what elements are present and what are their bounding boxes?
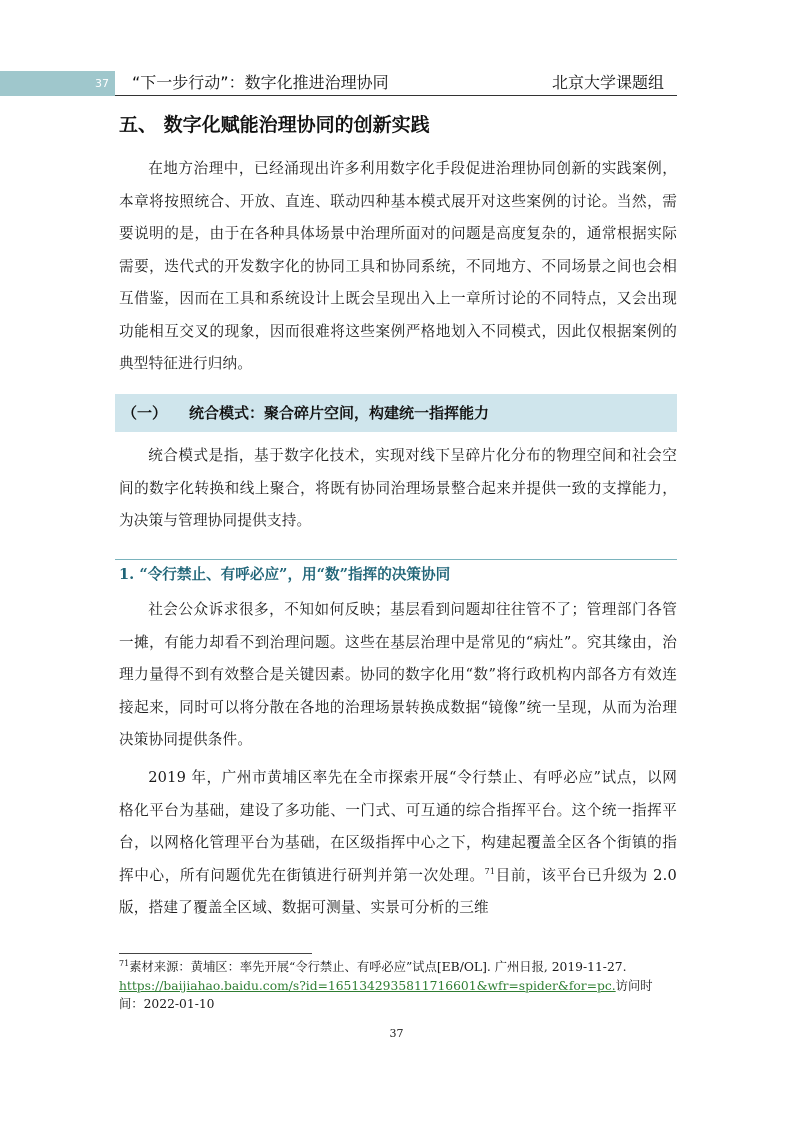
- chapter-intro-paragraph: 在地方治理中，已经涌现出许多利用数字化手段促进治理协同创新的实践案例，本章将按照统合、开放、直连、联动四种基本模式展开对这些案例的讨论。当然，需要说明的是，由于在各种具体场景中治理所面对的问题是高度复杂的，通常根据实际需要，迭代式的开发数字化的协同工具和协同系统，不同地方、不同场景之间也会相互借鉴，因而在工具和系统设计上既会呈现出入上一章所讨论的不同特点，又会出现功能相互交叉的现象，因而很难将这些案例严格地划入不同模式，因此仅根据案例的典型特征进行归纳。: [119, 160, 677, 372]
- footnote-divider: [119, 953, 312, 954]
- subsection-heading: [115, 394, 677, 432]
- footnote-mark: 71: [119, 958, 130, 968]
- footnote-reference[interactable]: 71: [484, 866, 496, 876]
- case-heading: 1. “令行禁止、有呼必应”，用“数”指挥的决策协同: [119, 566, 451, 583]
- page-number: 37: [389, 1027, 404, 1040]
- header-divider: [115, 95, 677, 96]
- footnote: [119, 958, 677, 1014]
- case-paragraph-2-text: 2019 年，广州市黄埔区率先在全市探索开展“令行禁止、有呼必应”试点，以网格化平台为基础，建设了多功能、一门式、可互通的综合指挥平台。这个统一指挥平台，以网格化管理平台为基础，在区级指挥中心之下，构建起覆盖全区各个街镇的指挥中心，所有问题优先在街镇进行研判并第一次处理。: [119, 769, 677, 884]
- footnote-source-text: 素材来源：黄埔区：率先开展“令行禁止、有呼必应”试点[EB/OL]. 广州日报, 2019-11-27.: [129, 960, 627, 974]
- header-organization: 北京大学课题组: [551, 73, 664, 92]
- subsection-number: （一）: [122, 404, 168, 422]
- case-paragraph-1: 社会公众诉求很多，不知如何反映；基层看到问题却往往管不了；管理部门各管一摊，有能力却看不到治理问题。这些在基层治理中是常见的“病灶”。究其缘由，治理力量得不到有效整合是关键因素。协同的数字化用“数”将行政机构内部各方有效连接起来，同时可以将分散在各地的治理场景转换成数据“镜像”统一呈现，从而为治理决策协同提供条件。: [119, 601, 677, 748]
- case-heading-divider: [115, 559, 677, 560]
- case-paragraph-2-tail: 目前，该平台已升级为 2.0 版，搭建了覆盖全区域、数据可测量、实景可分析的三维: [119, 866, 677, 916]
- footnote-access-date: 访问时间：2022-01-10: [119, 978, 653, 1011]
- header-page-badge: 37: [0, 71, 115, 96]
- subsection-body-paragraph: 统合模式是指，基于数字化技术，实现对线下呈碎片化分布的物理空间和社会空间的数字化转换和线上聚合，将既有协同治理场景整合起来并提供一致的支撑能力，为决策与管理协同提供支持。: [119, 447, 677, 529]
- header-report-title: “下一步行动”：数字化推进治理协同: [132, 73, 389, 92]
- case-paragraph-2: [119, 762, 677, 925]
- subsection-title: 统合模式：聚合碎片空间，构建统一指挥能力: [189, 404, 490, 422]
- footnote-source-link[interactable]: https://baijiahao.baidu.com/s?id=1651342935811716601&wfr=spider&for=pc.: [119, 978, 616, 993]
- chapter-heading: 五、 数字化赋能治理协同的创新实践: [119, 114, 430, 136]
